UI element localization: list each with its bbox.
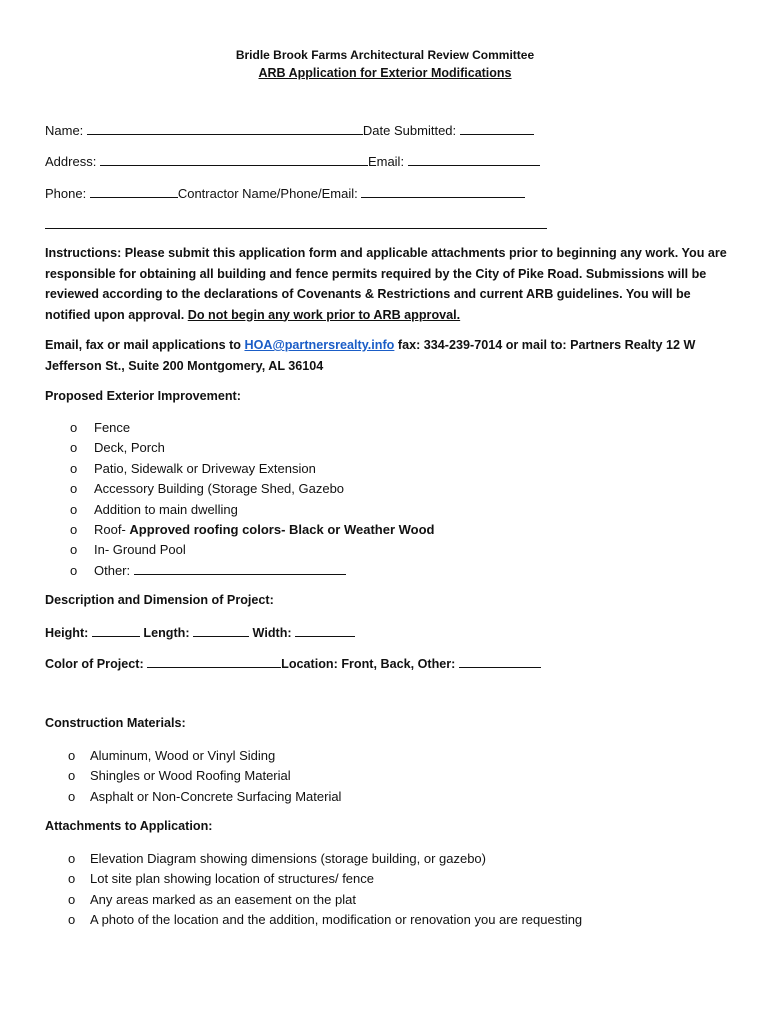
form-title: ARB Application for Exterior Modifications <box>258 66 512 80</box>
attachments-list <box>68 849 582 931</box>
location-label: Location: Front, Back, Other: <box>281 657 456 671</box>
location-line[interactable] <box>459 655 541 668</box>
contractor-continuation-row <box>45 216 547 232</box>
bullet-icon: o <box>68 891 76 907</box>
contractor-label: Contractor Name/Phone/Email: <box>177 186 358 201</box>
length-line[interactable] <box>193 624 249 637</box>
contractor-continuation-line[interactable] <box>45 216 547 229</box>
bullet-icon: o <box>68 851 76 866</box>
submission-paragraph <box>45 335 735 376</box>
instructions-paragraph <box>45 243 735 325</box>
list-item: o Shingles or Wood Roofing Material <box>68 766 341 786</box>
list-item: o Asphalt or Non-Concrete Surfacing Material <box>68 787 341 807</box>
dimensions-heading: Description and Dimension of Project: <box>45 593 274 607</box>
height-label: Height: <box>45 626 89 640</box>
color-location-row <box>45 655 541 671</box>
name-label: Name: <box>45 123 84 138</box>
list-item: o Lot site plan showing location of structures/ fence <box>68 869 582 889</box>
width-line[interactable] <box>295 624 355 637</box>
roof-colors-note: Approved roofing colors- Black or Weather Wood <box>129 521 435 537</box>
materials-list <box>68 746 341 807</box>
bullet-icon: o <box>70 481 78 497</box>
color-label: Color of Project: <box>45 657 144 671</box>
list-item: o Fence <box>70 418 434 438</box>
contractor-line[interactable] <box>361 185 525 198</box>
list-item: o Elevation Diagram showing dimensions (storage building, or gazebo) <box>68 849 582 869</box>
submission-suffix: fax: 334-239-7014 or mail to: Partners Realty 12 W Jefferson St., Suite 200 Montgomery, AL 36104 <box>45 338 696 373</box>
bullet-icon: o <box>70 542 78 558</box>
address-label: Address: <box>45 154 97 169</box>
bullet-icon: o <box>68 788 76 804</box>
list-item: o Deck, Porch <box>70 438 434 458</box>
list-item: o Addition to main dwelling <box>70 500 434 520</box>
phone-label: Phone: <box>45 186 87 201</box>
materials-heading: Construction Materials: <box>45 716 186 730</box>
improvement-heading: Proposed Exterior Improvement: <box>45 389 241 403</box>
bullet-icon: o <box>68 912 76 928</box>
instructions-text: Instructions: Please submit this application form and applicable attachments prior to beginning any work. You are responsible for obtaining all building and fence permits required by the City of Pike Road. Submissions will be reviewed according to the declarations of Covenants & Restrictions and current ARB guidelines. You will be notified upon approval. <box>45 246 727 322</box>
list-item: o A photo of the location and the addition, modification or renovation you are requesting <box>68 910 582 930</box>
length-label: Length: <box>143 626 190 640</box>
bullet-icon: o <box>68 768 76 784</box>
phone-row <box>45 185 525 201</box>
height-line[interactable] <box>92 624 140 637</box>
approval-warning: Do not begin any work prior to ARB approval. <box>187 307 461 322</box>
name-line[interactable] <box>87 122 363 135</box>
org-heading: Bridle Brook Farms Architectural Review Committee <box>235 48 535 62</box>
email-label: Email: <box>367 154 405 169</box>
email-line[interactable] <box>408 153 540 166</box>
bullet-icon: o <box>70 501 78 517</box>
phone-line[interactable] <box>90 185 178 198</box>
name-row <box>45 122 534 138</box>
list-item-roof: o Roof- Approved roofing colors- Black or Weather Wood <box>70 520 434 540</box>
hoa-email-link[interactable]: HOA@partnersrealty.info <box>244 338 395 352</box>
date-submitted-label: Date Submitted: <box>362 123 457 138</box>
other-line[interactable] <box>134 562 346 575</box>
bullet-icon: o <box>70 420 78 435</box>
color-line[interactable] <box>147 655 281 668</box>
width-label: Width: <box>252 626 292 640</box>
bullet-icon: o <box>68 871 76 887</box>
list-item-other: o Other: <box>70 561 434 581</box>
attachments-heading: Attachments to Application: <box>45 819 213 833</box>
list-item: o Patio, Sidewalk or Driveway Extension <box>70 459 434 479</box>
bullet-icon: o <box>70 460 78 476</box>
list-item: o In- Ground Pool <box>70 540 434 560</box>
list-item: o Any areas marked as an easement on the plat <box>68 890 582 910</box>
bullet-icon: o <box>70 521 78 537</box>
address-row <box>45 153 540 169</box>
dimensions-row <box>45 624 355 640</box>
bullet-icon: o <box>70 562 78 578</box>
submission-prefix: Email, fax or mail applications to <box>45 338 241 352</box>
date-line[interactable] <box>460 122 534 135</box>
list-item: o Accessory Building (Storage Shed, Gazebo <box>70 479 434 499</box>
bullet-icon: o <box>70 440 78 456</box>
address-line[interactable] <box>100 153 368 166</box>
improvement-list <box>70 418 434 581</box>
bullet-icon: o <box>68 748 76 763</box>
list-item: o Aluminum, Wood or Vinyl Siding <box>68 746 341 766</box>
